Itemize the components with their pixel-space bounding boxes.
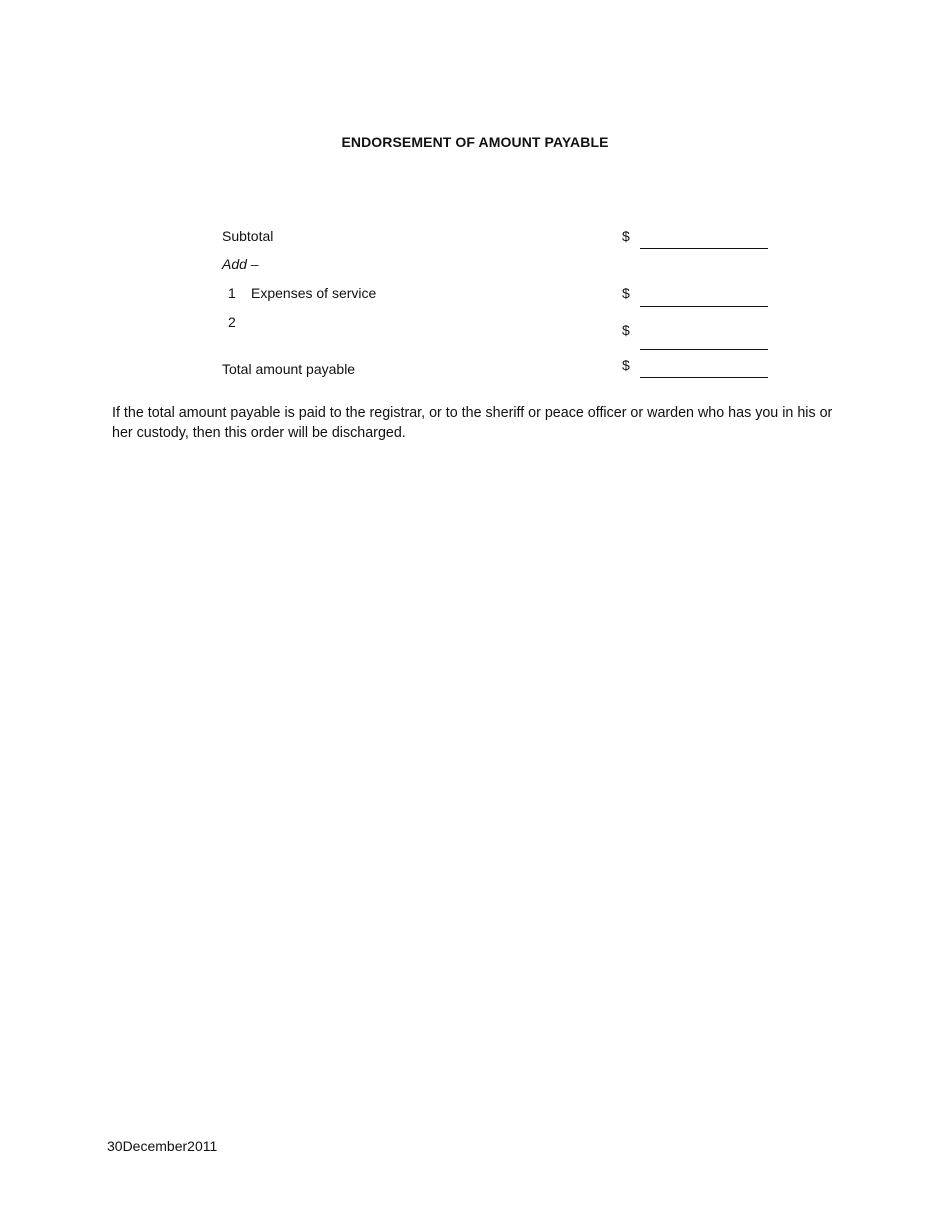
subtotal-label: Subtotal xyxy=(222,228,274,244)
total-amount-line xyxy=(640,377,768,378)
total-label: Total amount payable xyxy=(222,361,356,377)
footer-date: 30December2011 xyxy=(107,1138,218,1154)
item1-currency: $ xyxy=(622,285,630,301)
subtotal-amount-line xyxy=(640,248,768,249)
item1-label: Expenses of service xyxy=(251,285,377,301)
add-label: Add – xyxy=(222,256,259,272)
item1-number: 1 xyxy=(228,285,236,301)
total-currency: $ xyxy=(622,357,630,373)
item2-amount-line xyxy=(640,349,768,350)
item2-currency: $ xyxy=(622,322,630,338)
document-title: ENDORSEMENT OF AMOUNT PAYABLE xyxy=(341,134,609,150)
discharge-paragraph: If the total amount payable is paid to the registrar, or to the sheriff or peace officer or warden who has you in his or her custody, then this order will be discharged. xyxy=(112,405,833,441)
item2-number: 2 xyxy=(228,314,236,330)
item1-amount-line xyxy=(640,306,768,307)
subtotal-currency: $ xyxy=(622,228,630,244)
